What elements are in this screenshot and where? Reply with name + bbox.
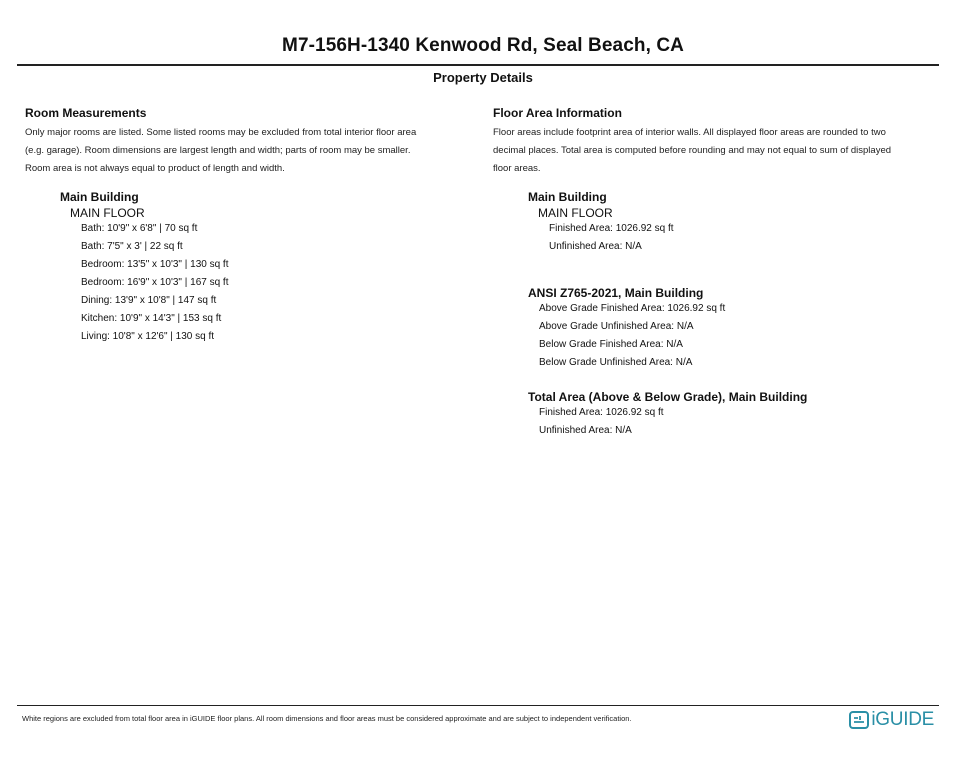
floor-label: MAIN FLOOR <box>70 206 145 220</box>
room-entry: Living: 10'8" x 12'6" | 130 sq ft <box>81 331 215 342</box>
area-entry: Finished Area: 1026.92 sq ft <box>549 223 674 234</box>
area-entry: Above Grade Unfinished Area: N/A <box>539 321 694 332</box>
description-line: floor areas. <box>493 163 541 174</box>
room-measurements-description <box>25 124 475 178</box>
area-entry: Below Grade Unfinished Area: N/A <box>539 357 693 368</box>
main-building-area-group <box>493 190 948 256</box>
area-list <box>493 404 948 440</box>
area-entry: Unfinished Area: N/A <box>549 241 642 252</box>
iguide-logo-text: iGUIDE <box>871 709 934 730</box>
floor-label: MAIN FLOOR <box>538 206 613 220</box>
building-heading: Main Building <box>60 190 139 204</box>
area-entry: Below Grade Finished Area: N/A <box>539 339 683 350</box>
room-entry: Dining: 13'9" x 10'8" | 147 sq ft <box>81 295 217 306</box>
description-line: Only major rooms are listed. Some listed rooms may be excluded from total interior floor area <box>25 127 417 138</box>
title-divider <box>17 64 939 66</box>
page-title: M7-156H-1340 Kenwood Rd, Seal Beach, CA <box>282 35 684 56</box>
room-entry: Bedroom: 13'5" x 10'3" | 130 sq ft <box>81 259 229 270</box>
room-entry: Bath: 10'9" x 6'8" | 70 sq ft <box>81 223 198 234</box>
area-entry: Finished Area: 1026.92 sq ft <box>539 407 664 418</box>
area-entry: Above Grade Finished Area: 1026.92 sq ft <box>539 303 726 314</box>
footer-disclaimer: White regions are excluded from total floor area in iGUIDE floor plans. All room dimensions and floor areas must be considered approximate and are subject to independent verification. <box>22 714 632 723</box>
floor-area-section <box>493 106 948 440</box>
ansi-area-group <box>493 286 948 372</box>
description-line: (e.g. garage). Room dimensions are largest length and width; parts of room may be smaller. <box>25 145 411 156</box>
room-entry: Kitchen: 10'9" x 14'3" | 153 sq ft <box>81 313 222 324</box>
total-area-group <box>493 390 948 440</box>
area-list <box>493 220 948 256</box>
building-heading: Main Building <box>528 190 607 204</box>
area-list <box>493 300 948 372</box>
room-measurements-heading: Room Measurements <box>25 106 147 120</box>
description-line: Room area is not always equal to product of length and width. <box>25 163 285 174</box>
room-measurements-section <box>25 106 475 346</box>
page-subtitle: Property Details <box>433 70 533 85</box>
room-entry: Bath: 7'5" x 3' | 22 sq ft <box>81 241 183 252</box>
total-area-heading: Total Area (Above & Below Grade), Main Building <box>528 390 808 404</box>
room-entry: Bedroom: 16'9" x 10'3" | 167 sq ft <box>81 277 229 288</box>
description-line: decimal places. Total area is computed before rounding and may not equal to sum of displayed <box>493 145 892 156</box>
iguide-logo-icon <box>849 711 869 729</box>
floor-area-description <box>493 124 948 178</box>
iguide-logo <box>849 709 934 731</box>
ansi-heading: ANSI Z765-2021, Main Building <box>528 286 704 300</box>
floor-area-heading: Floor Area Information <box>493 106 622 120</box>
area-entry: Unfinished Area: N/A <box>539 425 632 436</box>
room-list <box>25 220 475 346</box>
footer-divider <box>17 705 939 706</box>
description-line: Floor areas include footprint area of interior walls. All displayed floor areas are rounded to two <box>493 127 886 138</box>
